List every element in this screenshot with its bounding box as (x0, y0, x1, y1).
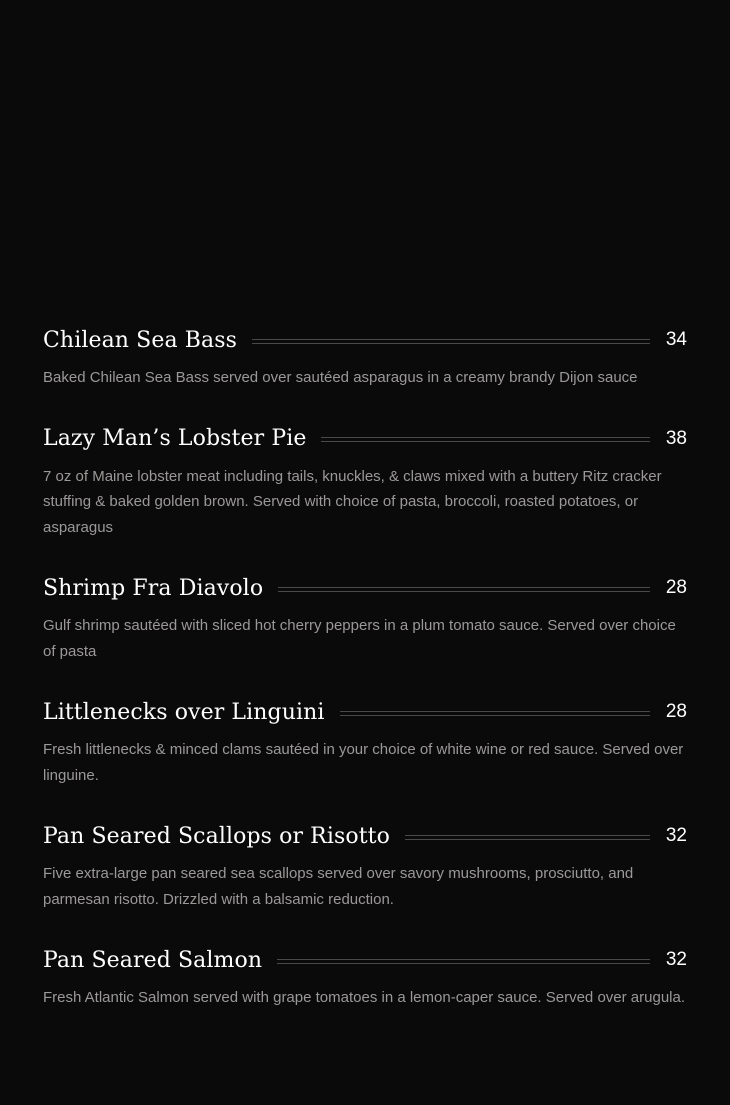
menu-item-price: 34 (665, 329, 687, 350)
menu-item-header (43, 819, 687, 853)
menu-item-header (43, 943, 687, 977)
menu-item-name: Chilean Sea Bass (43, 327, 238, 353)
menu-item-description: Fresh littlenecks & minced clams sautéed in your choice of white wine or red sauce. Served over linguine. (43, 741, 684, 784)
menu-item-name: Pan Seared Salmon (43, 947, 263, 973)
menu-item (43, 422, 687, 541)
menu-item-price: 38 (665, 427, 687, 449)
menu-item-price: 32 (665, 825, 687, 846)
menu-list (43, 323, 687, 1042)
menu-item-name: Shrimp Fra Diavolo (43, 575, 264, 601)
menu-item-header (43, 695, 687, 729)
menu-item-header (43, 571, 687, 605)
menu-item-description: Gulf shrimp sautéed with sliced hot cherry peppers in a plum tomato sauce. Served over choice of pasta (43, 617, 676, 660)
menu-item (43, 819, 687, 912)
dotted-leader-divider (278, 587, 650, 592)
menu-item-name: Pan Seared Scallops or Risotto (43, 823, 390, 849)
menu-item-header (43, 422, 687, 456)
dotted-leader-divider (277, 959, 650, 964)
menu-item-description: Fresh Atlantic Salmon served with grape tomatoes in a lemon-caper sauce. Served over arugula. (43, 989, 685, 1006)
menu-item-description: Baked Chilean Sea Bass served over sautéed asparagus in a creamy brandy Dijon sauce (43, 369, 638, 386)
menu-item-price: 32 (665, 949, 687, 970)
menu-item-description: Five extra-large pan seared sea scallops served over savory mushrooms, prosciutto, and parmesan risotto. Drizzled with a balsamic reduction. (43, 865, 634, 908)
dotted-leader-divider (340, 711, 650, 716)
menu-item-name: Littlenecks over Linguini (43, 699, 325, 725)
dotted-leader-divider (321, 437, 650, 442)
menu-item-name: Lazy Man’s Lobster Pie (43, 426, 307, 451)
menu-item-header (43, 323, 687, 357)
menu-item (43, 323, 687, 391)
menu-item-description: 7 oz of Maine lobster meat including tails, knuckles, & claws mixed with a buttery Ritz cracker stuffing & baked golden brown. Served with choice of pasta, broccoli, roasted potatoes, or asparagus (43, 467, 662, 536)
menu-item-price: 28 (665, 701, 687, 722)
menu-item (43, 695, 687, 788)
menu-item (43, 943, 687, 1011)
menu-item (43, 571, 687, 664)
dotted-leader-divider (405, 835, 650, 840)
dotted-leader-divider (252, 339, 650, 344)
menu-item-price: 28 (665, 577, 687, 598)
